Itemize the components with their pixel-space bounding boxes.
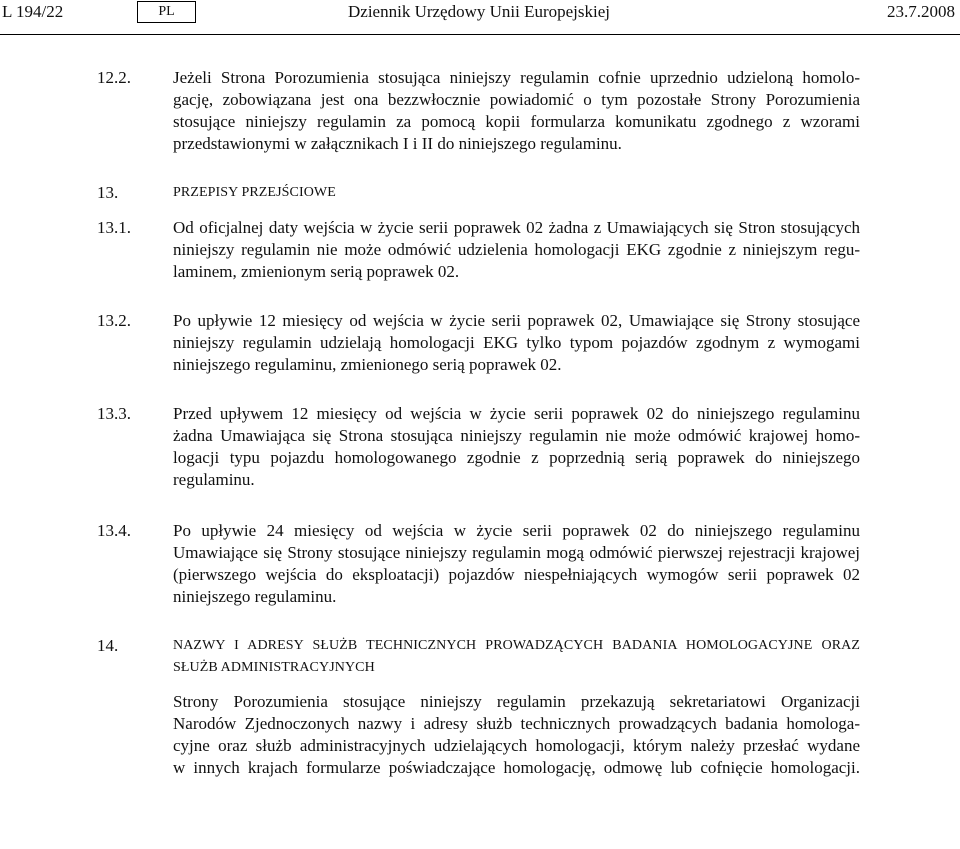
paragraph-line: Narodów Zjednoczonych nazwy i adresy służb technicznych prowadzących badania homologa- [173, 714, 860, 733]
section-text [173, 691, 860, 779]
section-text [173, 67, 860, 155]
paragraph-line: Po upływie 12 miesięcy od wejścia w życie serii poprawek 02, Umawiające się Strony stosujące [173, 311, 860, 330]
section-text [173, 310, 860, 376]
paragraph-line: przedstawionymi w załącznikach I i II do niniejszego regulaminu. [173, 134, 622, 153]
paragraph-line: Od oficjalnej daty wejścia w życie serii poprawek 02 żadna z Umawiających się Stron stosujących [173, 218, 860, 237]
section-number: 12.2. [97, 68, 131, 87]
paragraph-line: Jeżeli Strona Porozumienia stosująca niniejszy regulamin cofnie uprzednio udzieloną homolo- [173, 68, 860, 87]
publication-date: 23.7.2008 [887, 2, 955, 21]
heading-line: PRZEPISY PRZEJŚCIOWE [173, 185, 336, 200]
paragraph-line: Umawiające się Strony stosujące niniejszy regulamin mogą odmówić pierwszej rejestracji krajowej [173, 543, 860, 562]
paragraph-line: niniejszy regulamin udzielają homologacji EKG tylko typom pojazdów zgodnym z wymogami [173, 333, 860, 352]
section-number: 13.4. [97, 521, 131, 540]
paragraph-line: niniejszego regulaminu, zmienionego serią poprawek 02. [173, 355, 562, 374]
paragraph-line: stosujące niniejszy regulamin za pomocą kopii formularza komunikatu zgodnego z wzorami [173, 112, 860, 131]
paragraph-line: regulaminu. [173, 470, 255, 489]
section-heading [173, 182, 860, 204]
paragraph-line: Strony Porozumienia stosujące niniejszy regulamin przekazują sekretariatowi Organizacji [173, 692, 860, 711]
page-reference: L 194/22 [2, 2, 64, 21]
section-number: 14. [97, 636, 119, 655]
paragraph-line: cyjne oraz służb administracyjnych udzielających homologacji, którym należy przesłać wydane [173, 736, 860, 755]
paragraph-line: (pierwszego wejścia do eksploatacji) pojazdów niespełniających wymogów serii poprawek 02 [173, 565, 860, 584]
paragraph-line: Przed upływem 12 miesięcy od wejścia w życie serii poprawek 02 do niniejszego regulaminu [173, 404, 860, 423]
header-rule [0, 34, 960, 35]
paragraph-line: gację, zobowiązana jest ona bezzwłocznie powiadomić o tym pozostałe Strony Porozumienia [173, 90, 860, 109]
heading-line: SŁUŻB ADMINISTRACYJNYCH [173, 660, 375, 675]
paragraph-line: Po upływie 24 miesięcy od wejścia w życie serii poprawek 02 do niniejszego regulaminu [173, 521, 860, 540]
paragraph-line: niniejszego regulaminu. [173, 587, 337, 606]
heading-line: NAZWY I ADRESY SŁUŻB TECHNICZNYCH PROWADZĄCYCH BADANIA HOMOLOGACYJNE ORAZ [173, 638, 860, 653]
section-text [173, 520, 860, 608]
paragraph-line: żadna Umawiająca się Strona stosująca niniejszy regulamin nie może odmówić krajowej homo- [173, 426, 860, 445]
section-text [173, 403, 860, 491]
paragraph-line: logacji typu pojazdu homologowanego zgodnie z poprzednią serią poprawek do niniejszego [173, 448, 860, 467]
section-number: 13.3. [97, 404, 131, 423]
section-number: 13. [97, 183, 119, 202]
journal-title: Dziennik Urzędowy Unii Europejskiej [348, 2, 611, 21]
section-number: 13.1. [97, 218, 131, 237]
section-heading [173, 635, 860, 679]
paragraph-line: niniejszy regulamin nie może odmówić udzielenia homologacji EKG zgodnie z niniejszym regu- [173, 240, 860, 259]
section-text [173, 217, 860, 283]
paragraph-line: laminem, zmienionym serią poprawek 02. [173, 262, 460, 281]
language-code-box: PL [137, 1, 196, 23]
section-number: 13.2. [97, 311, 131, 330]
paragraph-line: w innych krajach formularze poświadczające homologację, odmowę lub cofnięcie homologacji. [173, 758, 860, 777]
